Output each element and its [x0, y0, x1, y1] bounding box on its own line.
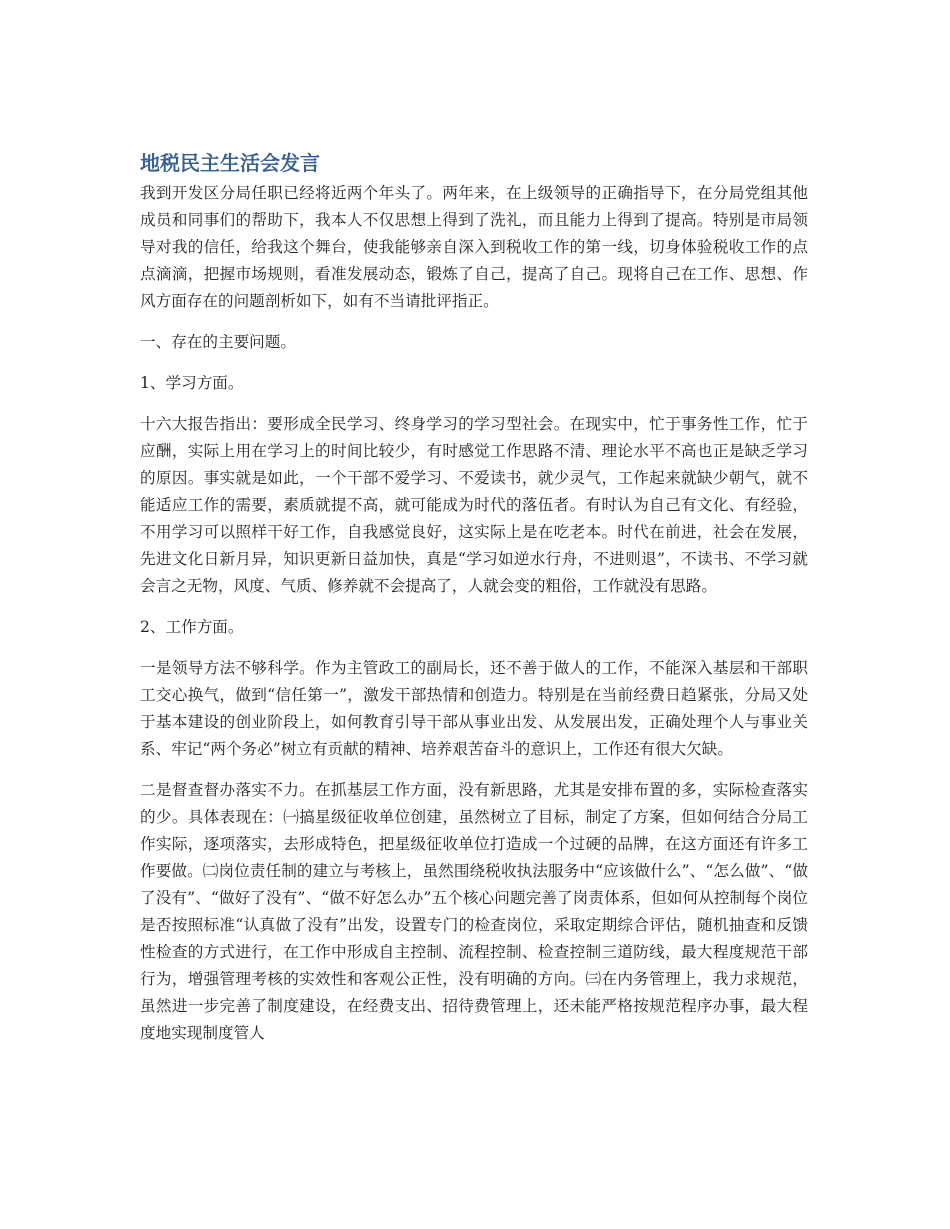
- section-heading-problems: 一、存在的主要问题。: [140, 333, 296, 351]
- subsection-heading-work: 2、工作方面。: [140, 618, 244, 636]
- paragraph-supervision: 二是督查督办落实不力。在抓基层工作方面，没有新思路，尤其是安排布置的多，实际检查落实的少。具体表现在：㈠搞星级征收单位创建，虽然树立了目标，制定了方案，但如何结合分局工作实际，逐项落实，去形成特色，把星级征收单位打造成一个过硬的品牌，在这方面还有许多工作要做。㈡岗位责任制的建立与考核上，虽然围绕税收执法服务中“应该做什么”、“怎么做”、“做了没有”、“做好了没有”、“做不好怎么办”五个核心问题完善了岗责体系，但如何从控制每个岗位是否按照标准“认真做了没有”出发，设置专门的检查岗位，采取定期综合评估，随机抽查和反馈性检查的方式进行，在工作中形成自主控制、流程控制、检查控制三道防线，最大程度规范干部行为，增强管理考核的实效性和客观公正性，没有明确的方向。㈢在内务管理上，我力求规范，虽然进一步完善了制度建设，在经费支出、招待费管理上，还未能严格按规范程序办事，最大程度地实现制度管人: [140, 781, 808, 1042]
- paragraph-intro: 我到开发区分局任职已经将近两个年头了。两年来，在上级领导的正确指导下，在分局党组其他成员和同事们的帮助下，我本人不仅思想上得到了洗礼，而且能力上得到了提高。特别是市局领导对我的信任，给我这个舞台，使我能够亲自深入到税收工作的第一线，切身体验税收工作的点点滴滴，把握市场规则，看准发展动态，锻炼了自己，提高了自己。现将自己在工作、思想、作风方面存在的问题剖析如下，如有不当请批评指正。: [140, 184, 808, 310]
- paragraph-study: 十六大报告指出：要形成全民学习、终身学习的学习型社会。在现实中，忙于事务性工作，忙于应酬，实际上用在学习上的时间比较少，有时感觉工作思路不清、理论水平不高也正是缺乏学习的原因。事实就是如此，一个干部不爱学习、不爱读书，就少灵气，工作起来就缺少朝气，就不能适应工作的需要，素质就提不高，就可能成为时代的落伍者。有时认为自己有文化、有经验，不用学习可以照样干好工作，自我感觉良好，这实际上是在吃老本。时代在前进，社会在发展，先进文化日新月异，知识更新日益加快，真是“学习如逆水行舟，不进则退”，不读书、不学习就会言之无物，风度、气质、修养就不会提高了，人就会变的粗俗，工作就没有思路。: [140, 415, 808, 595]
- document-page: [140, 148, 808, 1061]
- subsection-heading-study: 1、学习方面。: [140, 374, 244, 392]
- document-title: 地税民主生活会发言: [140, 151, 320, 175]
- paragraph-leadership: 一是领导方法不够科学。作为主管政工的副局长，还不善于做人的工作，不能深入基层和干部职工交心换气，做到“信任第一”，激发干部热情和创造力。特别是在当前经费日趋紧张，分局又处于基本建设的创业阶段上，如何教育引导干部从事业出发、从发展出发，正确处理个人与事业关系、牢记“两个务必”树立有贡献的精神、培养艰苦奋斗的意识上，工作还有很大欠缺。: [140, 659, 808, 758]
